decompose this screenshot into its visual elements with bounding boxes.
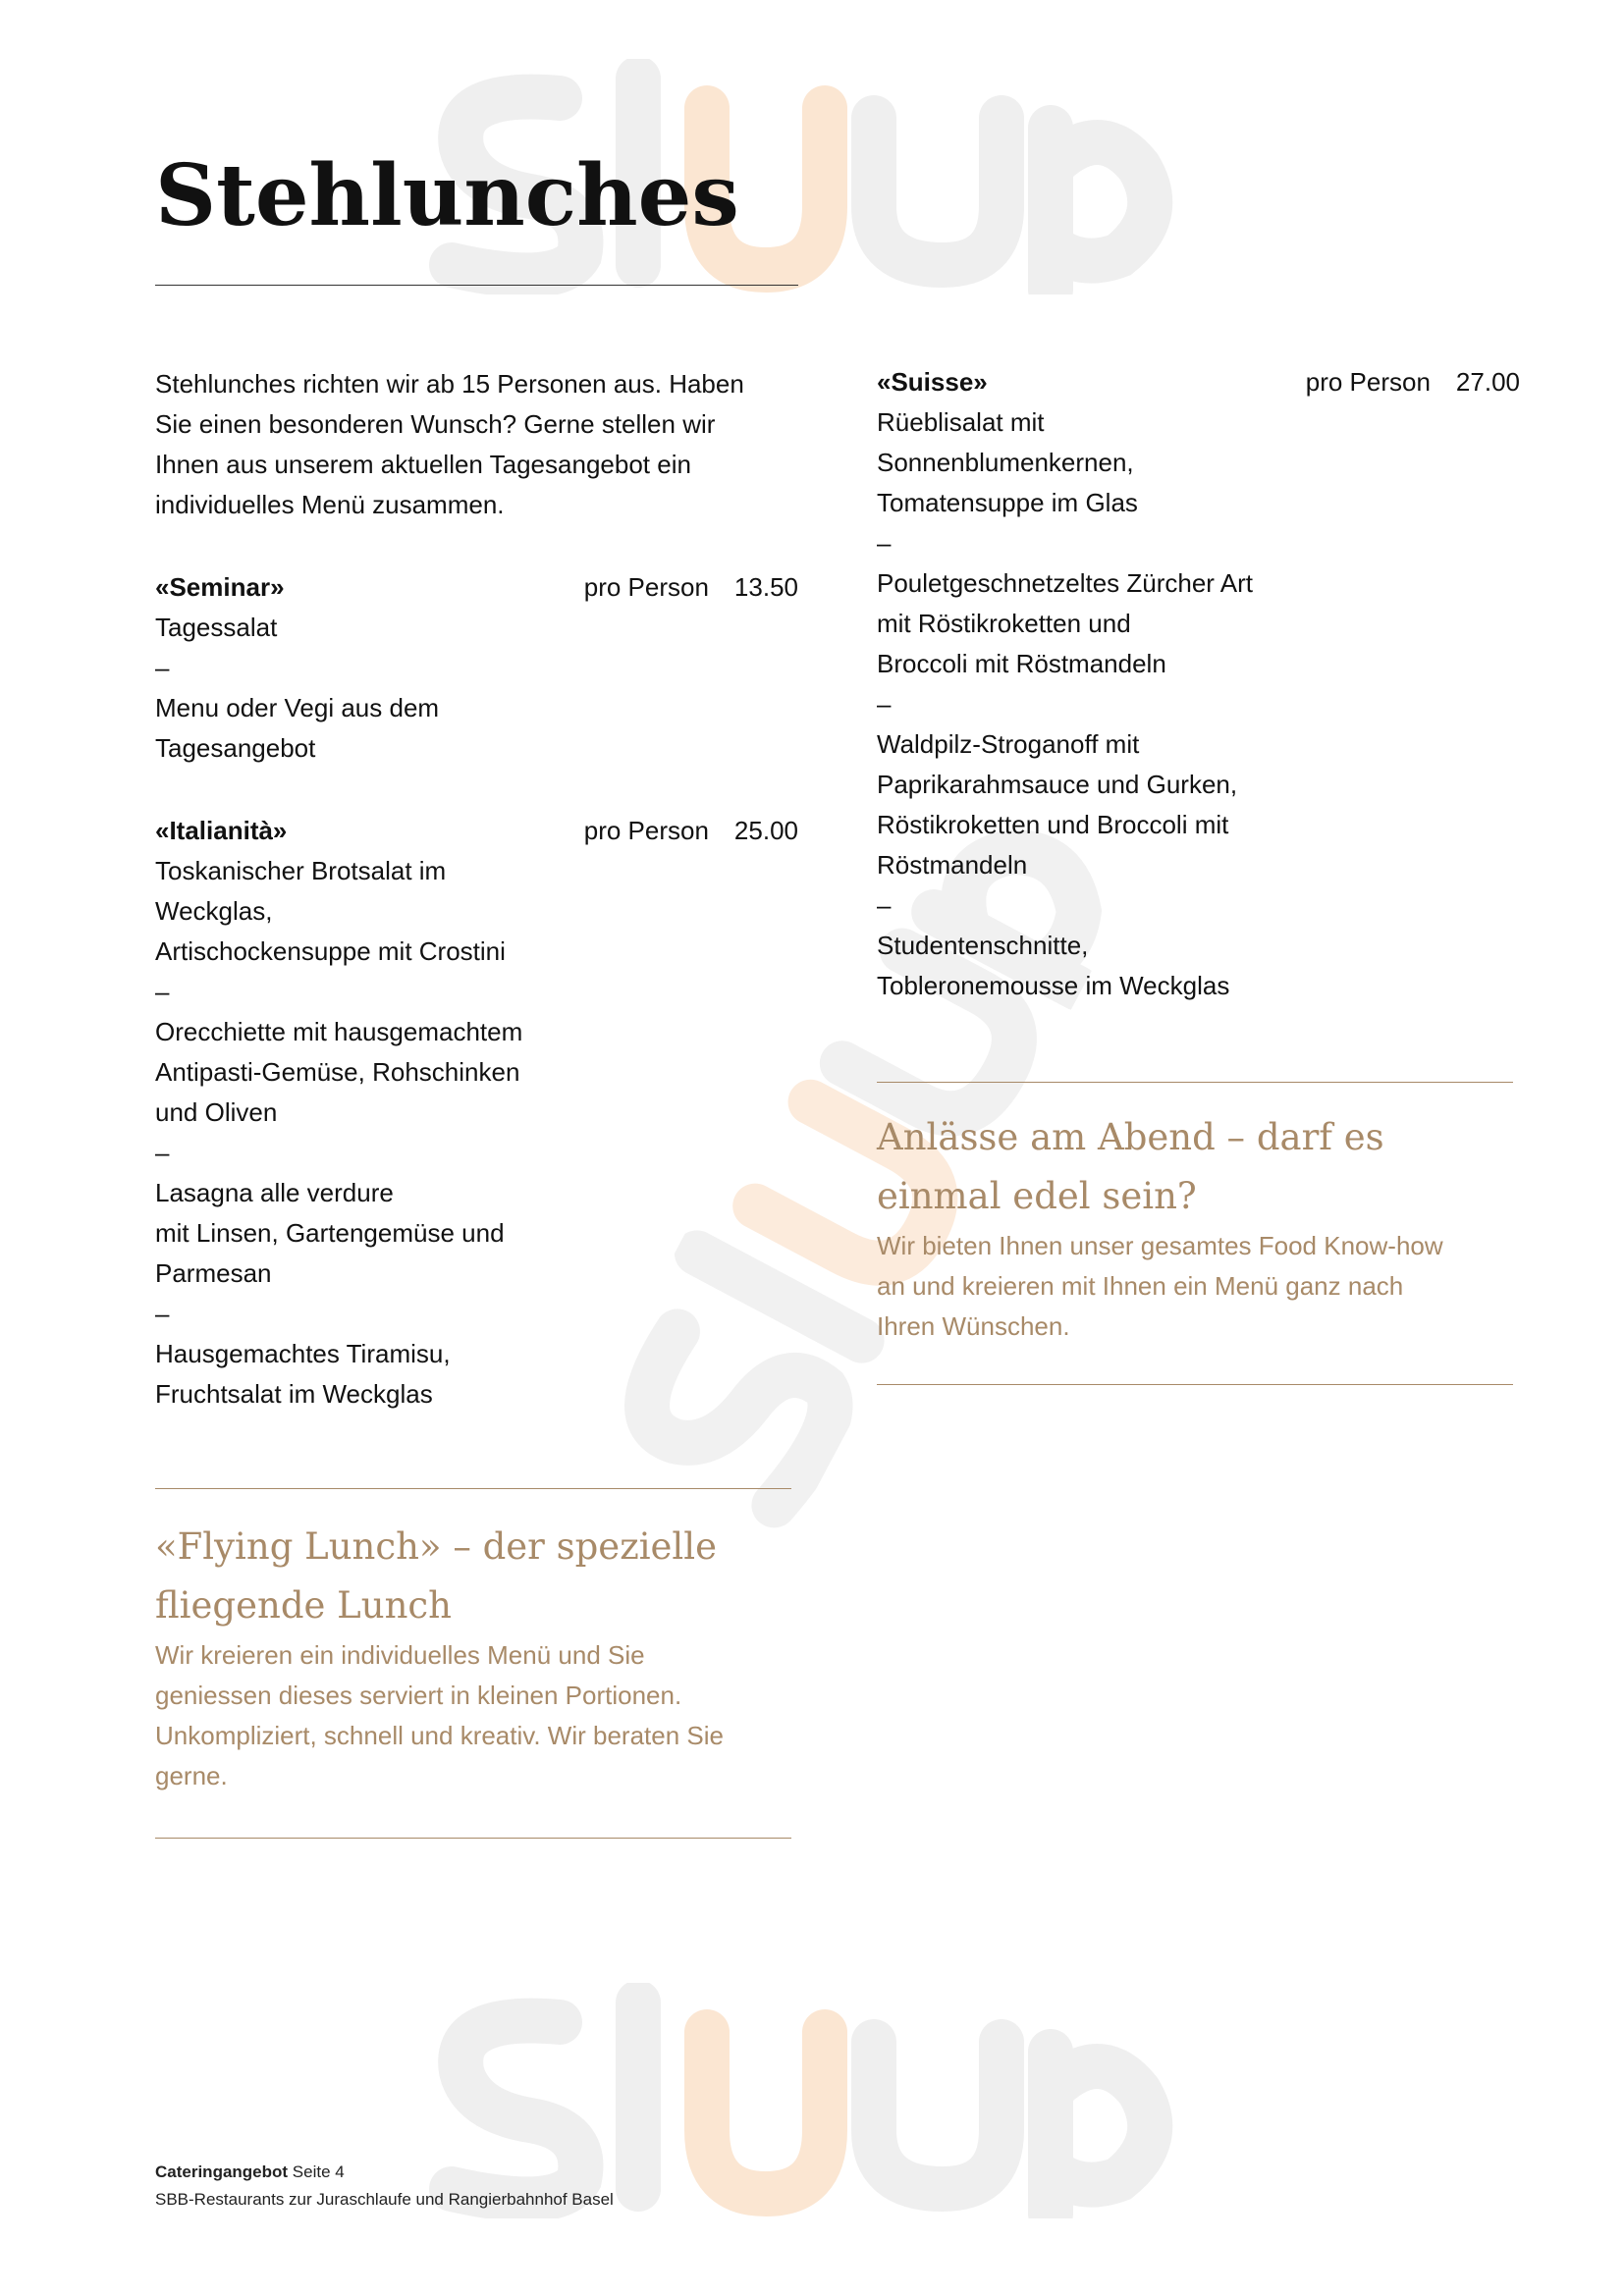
text-line: Wir kreieren ein individuelles Menü und Sie — [155, 1640, 645, 1670]
menu-item-line: Toskanischer Brotsalat im — [155, 856, 447, 885]
menu-price — [584, 811, 798, 851]
footer-page-number: Seite 4 — [292, 2163, 345, 2181]
title-line: Anlässe am Abend – darf es — [877, 1116, 1384, 1158]
menu-header — [155, 567, 798, 608]
text-line: an und kreieren mit Ihnen ein Menü ganz nach — [877, 1271, 1404, 1301]
menu-item-line: Rüeblisalat mit — [877, 407, 1045, 437]
menu-suisse — [877, 362, 1520, 1006]
footer-document-name: Cateringangebot — [155, 2163, 289, 2181]
intro-line: Stehlunches richten wir ab 15 Personen aus. Haben — [155, 369, 744, 399]
menu-item-line: mit Linsen, Gartengemüse und — [155, 1218, 505, 1248]
divider — [877, 1082, 1513, 1083]
menu-item-line: Tomatensuppe im Glas — [877, 488, 1138, 517]
menu-item-line: Paprikarahmsauce und Gurken, — [877, 770, 1238, 799]
menu-item-line: Broccoli mit Röstmandeln — [877, 649, 1166, 678]
menu-item-line: Waldpilz-Stroganoff mit — [877, 729, 1140, 759]
text-line: gerne. — [155, 1761, 228, 1790]
menu-header — [877, 362, 1520, 402]
menu-item-line: und Oliven — [155, 1097, 278, 1127]
menu-item-line: Artischockensuppe mit Crostini — [155, 936, 506, 966]
menu-price — [1306, 362, 1520, 402]
text-line: Ihren Wünschen. — [877, 1311, 1070, 1341]
title-line: einmal edel sein? — [877, 1175, 1197, 1217]
intro-line: Sie einen besonderen Wunsch? Gerne stellen wir — [155, 409, 716, 439]
menu-name: «Italianità» — [155, 816, 288, 845]
menu-item-line: – — [877, 890, 892, 920]
menu-item-line: Antipasti-Gemüse, Rohschinken — [155, 1057, 520, 1087]
menu-seminar — [155, 567, 798, 769]
menu-item-line: – — [877, 528, 892, 558]
title-line: fliegende Lunch — [155, 1584, 452, 1627]
divider — [877, 1384, 1513, 1385]
intro-text — [155, 364, 744, 525]
menu-item-line: Röstmandeln — [877, 850, 1028, 880]
divider — [155, 1838, 791, 1839]
flying-lunch-title — [155, 1518, 724, 1635]
intro-line: individuelles Menü zusammen. — [155, 490, 505, 519]
text-line: Wir bieten Ihnen unser gesamtes Food Know-how — [877, 1231, 1443, 1260]
menu-item-line: Parmesan — [155, 1258, 272, 1288]
title-divider — [155, 285, 798, 286]
price-label: pro Person — [583, 816, 709, 845]
menu-header — [155, 811, 798, 851]
menu-name: «Suisse» — [877, 367, 988, 397]
menu-item-line: – — [155, 1138, 170, 1167]
menu-item-line: Tagesangebot — [155, 733, 316, 763]
menu-item-line: Orecchiette mit hausgemachtem — [155, 1017, 523, 1046]
flying-lunch-text — [155, 1635, 724, 1796]
page-title: Stehlunches — [155, 146, 739, 245]
title-line: «Flying Lunch» – der spezielle — [155, 1525, 717, 1568]
menu-item-line: – — [877, 689, 892, 719]
menu-item-line: Lasagna alle verdure — [155, 1178, 394, 1207]
footer-subtitle: SBB-Restaurants zur Juraschlaufe und Rangierbahnhof Basel — [155, 2190, 614, 2209]
menu-item-line: Tagessalat — [155, 613, 278, 642]
menu-item-line: Röstikroketten und Broccoli mit — [877, 810, 1229, 839]
price-value: 27.00 — [1455, 367, 1520, 397]
menu-item-line: Pouletgeschnetzeltes Zürcher Art — [877, 568, 1253, 598]
menu-item-line: Tobleronemousse im Weckglas — [877, 971, 1230, 1000]
footer — [155, 2159, 614, 2214]
menu-italianita — [155, 811, 798, 1415]
menu-item-line: – — [155, 653, 170, 682]
menu-item-line: Studentenschnitte, — [877, 931, 1089, 960]
menu-item-line: Weckglas, — [155, 896, 273, 926]
evening-title — [877, 1108, 1443, 1226]
price-value: 13.50 — [733, 572, 798, 602]
menu-price — [584, 567, 798, 608]
price-label: pro Person — [583, 572, 709, 602]
menu-item-line: Fruchtsalat im Weckglas — [155, 1379, 433, 1409]
menu-item-line: – — [155, 1299, 170, 1328]
menu-item-line: Hausgemachtes Tiramisu, — [155, 1339, 451, 1368]
menu-item-line: – — [155, 977, 170, 1006]
menu-name: «Seminar» — [155, 572, 285, 602]
evening-text — [877, 1226, 1443, 1347]
price-label: pro Person — [1305, 367, 1431, 397]
menu-item-line: Sonnenblumenkernen, — [877, 448, 1134, 477]
text-line: Unkompliziert, schnell und kreativ. Wir beraten Sie — [155, 1721, 724, 1750]
flying-lunch-section — [155, 1518, 724, 1796]
intro-line: Ihnen aus unserem aktuellen Tagesangebot ein — [155, 450, 691, 479]
divider — [155, 1488, 791, 1489]
menu-item-line: Menu oder Vegi aus dem — [155, 693, 440, 722]
price-value: 25.00 — [733, 816, 798, 845]
text-line: geniessen dieses serviert in kleinen Portionen. — [155, 1681, 682, 1710]
evening-section — [877, 1108, 1443, 1347]
menu-item-line: mit Röstikroketten und — [877, 609, 1131, 638]
